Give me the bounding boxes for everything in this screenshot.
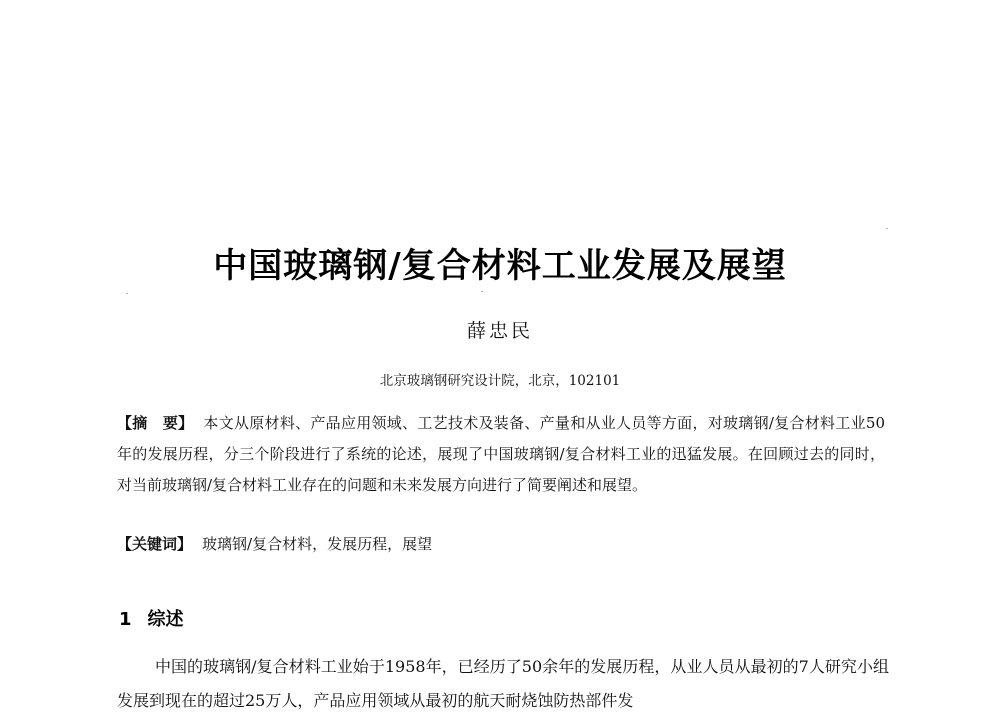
- section-number: 1: [119, 609, 132, 630]
- author-name: 薛忠民: [466, 320, 533, 342]
- scan-speck: [126, 293, 128, 294]
- abstract-text: 本文从原材料、产品应用领域、工艺技术及装备、产量和从业人员等方面，对玻璃钢/复合材料工业50年的发展历程，分三个阶段进行了系统的论述，展现了中国玻璃钢/复合材料工业的迅猛发展。在回顾过去的同时，对当前玻璃钢/复合材料工业存在的问题和未来发展方向进行了简要阐述和展望。: [117, 414, 885, 494]
- keywords: [117, 531, 885, 557]
- abstract-label: 【摘 要】: [117, 414, 194, 432]
- paper-title: 中国玻璃钢/复合材料工业发展及展望: [213, 246, 787, 286]
- body-paragraph: 中国的玻璃钢/复合材料工业始于1958年，已经历了50余年的发展历程，从业人员从最初的7人研究小组发展到现在的超过25万人，产品应用领域从最初的航天耐烧蚀防热部件发: [117, 657, 889, 710]
- author-affiliation: 北京玻璃钢研究设计院，北京，102101: [379, 373, 621, 389]
- section-heading: [119, 605, 184, 631]
- keywords-text: 玻璃钢/复合材料，发展历程，展望: [202, 535, 433, 553]
- keywords-label: 【关键词】: [117, 535, 193, 553]
- scan-speck: [481, 291, 483, 292]
- section-title: 综述: [147, 609, 184, 630]
- abstract: [117, 408, 885, 501]
- scan-speck: [886, 228, 888, 229]
